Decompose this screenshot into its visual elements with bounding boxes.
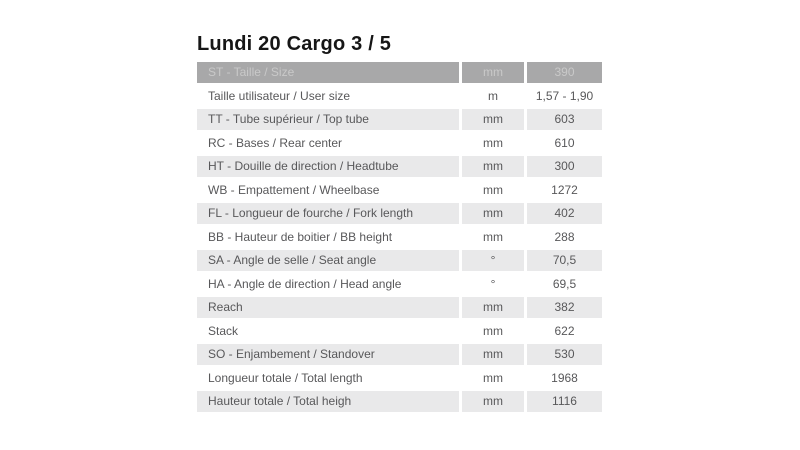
table-row xyxy=(197,391,602,412)
row-unit: mm xyxy=(462,391,524,412)
row-value: 622 xyxy=(554,323,575,338)
row-value: 1116 xyxy=(527,391,602,412)
table-row xyxy=(197,203,602,224)
table-row xyxy=(197,227,602,248)
row-value: 1,57 - 1,90 xyxy=(535,88,594,103)
row-value: 1272 xyxy=(551,182,578,197)
table-row xyxy=(197,86,602,107)
row-unit: m xyxy=(488,88,498,103)
row-label: Hauteur totale / Total heigh xyxy=(197,391,459,412)
row-unit: mm xyxy=(483,182,503,197)
row-value: 402 xyxy=(527,203,602,224)
table-row xyxy=(197,297,602,318)
page-title: Lundi 20 Cargo 3 / 5 xyxy=(197,33,392,55)
row-value: 382 xyxy=(527,297,602,318)
row-label: WB - Empattement / Wheelbase xyxy=(208,182,380,197)
table-row xyxy=(197,180,602,201)
row-unit: ° xyxy=(462,250,524,271)
row-unit: mm xyxy=(483,229,503,244)
row-unit: mm xyxy=(462,156,524,177)
row-unit: mm xyxy=(483,370,503,385)
row-unit: mm xyxy=(462,344,524,365)
row-label: TT - Tube supérieur / Top tube xyxy=(197,109,459,130)
table-header-row xyxy=(197,62,602,83)
row-label: Longueur totale / Total length xyxy=(208,370,363,385)
row-value: 610 xyxy=(554,135,575,150)
row-label: SA - Angle de selle / Seat angle xyxy=(197,250,459,271)
row-unit: mm xyxy=(483,323,503,338)
row-unit: mm xyxy=(462,297,524,318)
row-unit: ° xyxy=(490,276,496,291)
row-unit: mm xyxy=(483,135,503,150)
row-label: HA - Angle de direction / Head angle xyxy=(208,276,402,291)
row-label: HT - Douille de direction / Headtube xyxy=(197,156,459,177)
row-value: 530 xyxy=(527,344,602,365)
header-size-label: ST - Taille / Size xyxy=(197,62,459,83)
row-unit: mm xyxy=(462,203,524,224)
row-label: Reach xyxy=(197,297,459,318)
row-value: 1968 xyxy=(551,370,578,385)
table-row xyxy=(197,321,602,342)
row-value: 288 xyxy=(554,229,575,244)
table-body xyxy=(197,86,602,412)
row-value: 300 xyxy=(527,156,602,177)
row-unit: mm xyxy=(462,109,524,130)
row-value: 603 xyxy=(527,109,602,130)
row-label: SO - Enjambement / Standover xyxy=(197,344,459,365)
table-row xyxy=(197,344,602,365)
geometry-spec-table xyxy=(197,62,602,415)
table-row xyxy=(197,250,602,271)
row-label: RC - Bases / Rear center xyxy=(208,135,343,150)
table-row xyxy=(197,133,602,154)
table-row xyxy=(197,109,602,130)
row-label: BB - Hauteur de boitier / BB height xyxy=(208,229,393,244)
header-size-value: 390 xyxy=(527,62,602,83)
row-value: 70,5 xyxy=(527,250,602,271)
header-unit: mm xyxy=(462,62,524,83)
row-label: FL - Longueur de fourche / Fork length xyxy=(197,203,459,224)
table-row xyxy=(197,274,602,295)
row-value: 69,5 xyxy=(552,276,577,291)
table-row xyxy=(197,368,602,389)
table-row xyxy=(197,156,602,177)
row-label: Taille utilisateur / User size xyxy=(208,88,351,103)
row-label: Stack xyxy=(208,323,239,338)
